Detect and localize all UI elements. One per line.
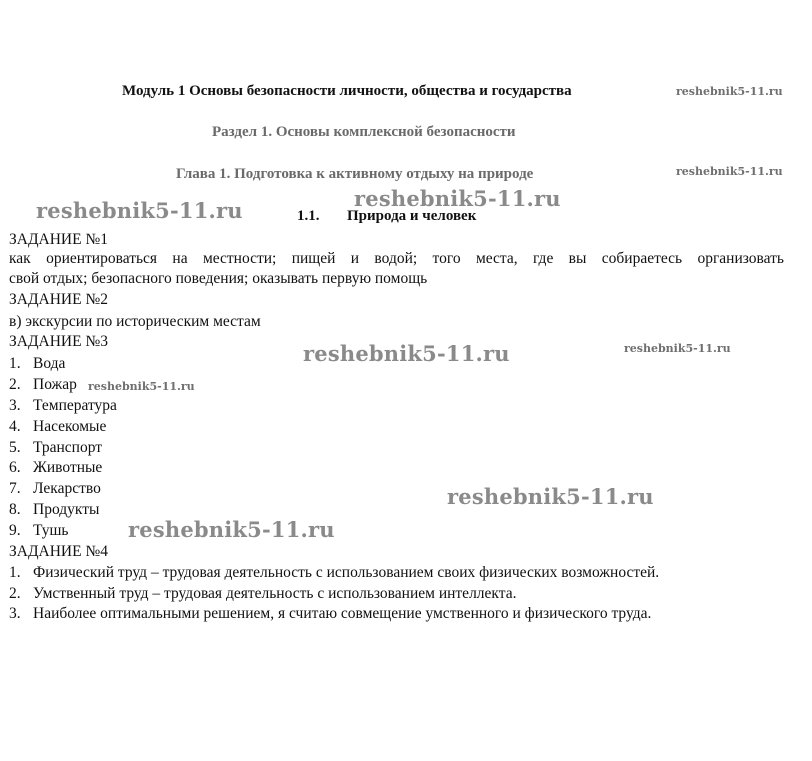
list-item: 1. Вода (9, 355, 66, 372)
chapter-title: Глава 1. Подготовка к активному отдыху на природе (176, 166, 534, 182)
list-item: 2. Умственный труд – трудовая деятельность с использованием интеллекта. (9, 585, 517, 602)
list-item: 4. Насекомые (9, 418, 107, 435)
subsection-title: Природа и человек (347, 208, 477, 224)
task2-label: ЗАДАНИЕ №2 (9, 291, 108, 308)
watermark-text: reshebnik5-11.ru (128, 517, 335, 542)
watermark-text: reshebnik5-11.ru (676, 165, 783, 178)
watermark-text: reshebnik5-11.ru (447, 484, 654, 509)
watermark-text: reshebnik5-11.ru (88, 380, 195, 393)
watermark-text: reshebnik5-11.ru (303, 341, 510, 366)
watermark-text: reshebnik5-11.ru (354, 186, 561, 211)
task4-label: ЗАДАНИЕ №4 (9, 543, 108, 560)
list-item: 8. Продукты (9, 501, 100, 518)
list-item: 7. Лекарство (9, 480, 101, 497)
watermark-text: reshebnik5-11.ru (624, 342, 731, 355)
watermark-text: reshebnik5-11.ru (676, 85, 783, 98)
watermark-text: reshebnik5-11.ru (36, 198, 243, 223)
module-title: Модуль 1 Основы безопасности личности, общества и государства (122, 83, 572, 99)
task1-answer-line2: свой отдых; безопасного поведения; оказывать первую помощь (9, 270, 428, 287)
list-item: 9. Тушь (9, 522, 69, 539)
task1-answer-line1: как ориентироваться на местности; пищей и водой; того места, где вы собираетесь организовать (9, 250, 784, 267)
subsection-number: 1.1. (297, 208, 320, 224)
list-item: 3. Наиболее оптимальными решением, я считаю совмещение умственного и физического труда. (9, 605, 652, 622)
list-item: 1. Физический труд – трудовая деятельность с использованием своих физических возможностей. (9, 564, 660, 581)
task2-answer: в) экскурсии по историческим местам (9, 313, 261, 330)
task3-label: ЗАДАНИЕ №3 (9, 333, 108, 350)
section-title: Раздел 1. Основы комплексной безопасности (212, 124, 516, 140)
list-item: 2. Пожар (9, 376, 77, 393)
task1-label: ЗАДАНИЕ №1 (9, 231, 108, 248)
list-item: 3. Температура (9, 397, 117, 414)
list-item: 6. Животные (9, 459, 103, 476)
list-item: 5. Транспорт (9, 439, 103, 456)
